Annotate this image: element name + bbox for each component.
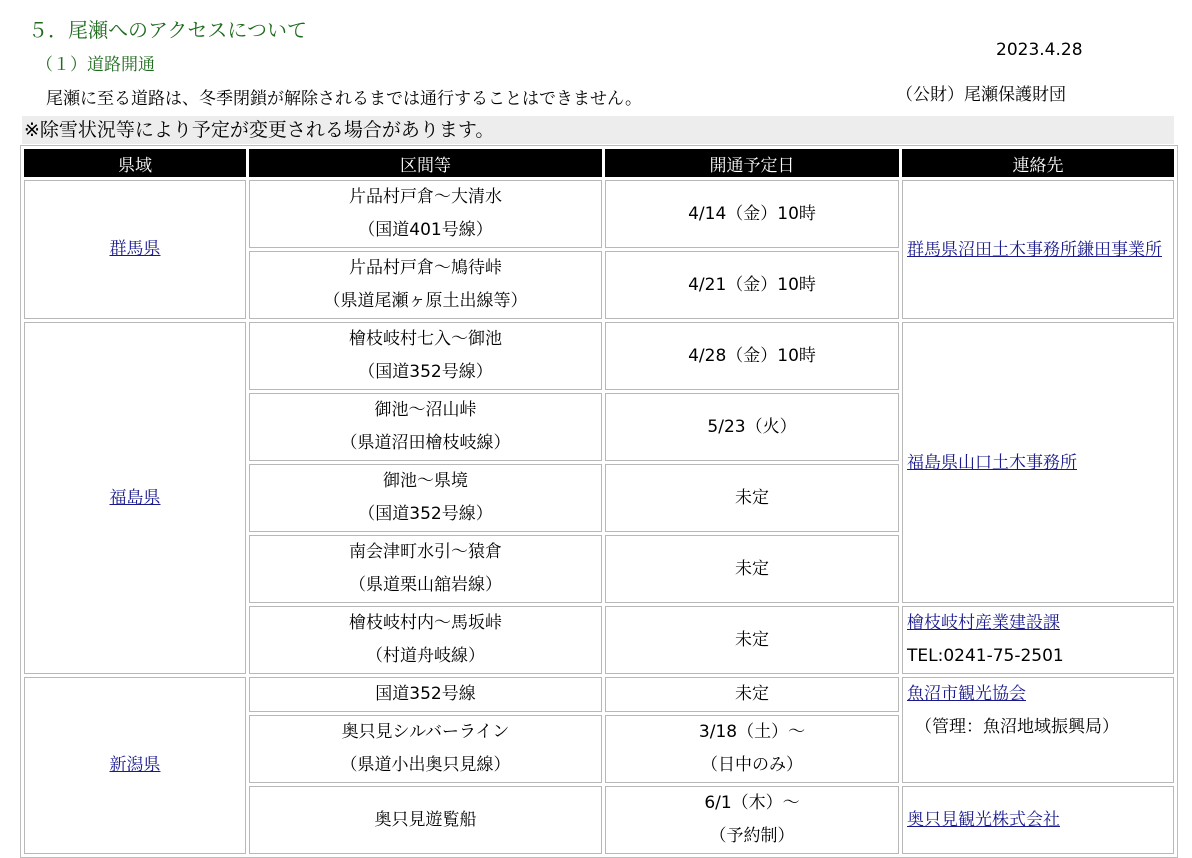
- opening-date-cell: [605, 677, 899, 712]
- contact-note: （管理：魚沼地域振興局）: [915, 717, 1119, 737]
- contact-cell-gunma: [902, 180, 1174, 319]
- road-opening-table: [20, 145, 1178, 858]
- opening-date-cell: [605, 322, 899, 390]
- section-name: 国道352号線: [375, 684, 476, 704]
- section-cell: [249, 464, 602, 532]
- document-date: 2023.4.28: [996, 40, 1083, 60]
- opening-date-cell: [605, 606, 899, 674]
- contact-link-fukushima[interactable]: 福島県山口土木事務所: [907, 452, 1077, 473]
- section-cell: [249, 322, 602, 390]
- prefecture-cell-fukushima: [24, 322, 246, 674]
- page-title: ５．尾瀬へのアクセスについて: [28, 18, 307, 42]
- section-route: （県道沼田檜枝岐線）: [340, 433, 511, 453]
- section-cell: [249, 715, 602, 783]
- header-section: 区間等: [249, 149, 602, 177]
- section-route: （村道舟岐線）: [366, 646, 485, 666]
- prefecture-link-gunma[interactable]: 群馬県: [109, 239, 161, 259]
- section-cell: [249, 677, 602, 712]
- header-contact: 連絡先: [902, 149, 1174, 177]
- opening-date: 未定: [735, 629, 769, 650]
- organization-name: （公財）尾瀬保護財団: [896, 85, 1066, 105]
- contact-link-uonuma[interactable]: 魚沼市観光協会: [907, 684, 1026, 704]
- section-cell: [249, 535, 602, 603]
- table-row: [24, 180, 1174, 248]
- section-subtitle: （１）道路開通: [36, 55, 155, 75]
- section-name: 片品村戸倉～鳩待峠: [349, 258, 502, 278]
- section-name: 南会津町水引～猿倉: [349, 542, 502, 562]
- opening-date-cell: [605, 535, 899, 603]
- section-name: 御池～沼山峠: [374, 400, 477, 420]
- section-route: （国道352号線）: [358, 362, 493, 382]
- section-route: （県道尾瀬ヶ原土出線等）: [323, 291, 528, 311]
- opening-date: 6/1（木）～: [704, 793, 800, 813]
- table-row: [24, 677, 1174, 712]
- section-name: 片品村戸倉～大清水: [349, 187, 502, 207]
- table-header-row: [24, 149, 1174, 177]
- table-row: [24, 322, 1174, 390]
- contact-cell-hinoemata: [902, 606, 1174, 674]
- opening-date-note: （日中のみ）: [701, 755, 803, 775]
- notice-banner: ※除雪状況等により予定が変更される場合があります。: [22, 116, 1174, 144]
- opening-date: 5/23（火）: [707, 416, 797, 437]
- section-name: 檜枝岐村内～馬坂峠: [349, 613, 502, 633]
- opening-date-cell: [605, 464, 899, 532]
- section-name: 奥只見シルバーライン: [341, 722, 510, 742]
- contact-link-okutadami[interactable]: 奥只見観光株式会社: [907, 810, 1060, 830]
- opening-date: 4/21（金）10時: [688, 274, 816, 295]
- section-name: 奥只見遊覧船: [374, 809, 477, 830]
- opening-date: 未定: [735, 684, 769, 704]
- section-cell: [249, 393, 602, 461]
- opening-date: 4/14（金）10時: [688, 203, 816, 224]
- prefecture-cell-gunma: [24, 180, 246, 319]
- section-cell: [249, 251, 602, 319]
- opening-date: 未定: [735, 558, 769, 579]
- opening-date: 4/28（金）10時: [688, 345, 816, 366]
- opening-date-cell: [605, 251, 899, 319]
- section-name: 御池～県境: [383, 471, 468, 491]
- prefecture-cell-niigata: [24, 677, 246, 854]
- section-name: 檜枝岐村七入～御池: [349, 329, 502, 349]
- section-cell: [249, 606, 602, 674]
- opening-date-cell: [605, 393, 899, 461]
- contact-tel: TEL:0241-75-2501: [907, 646, 1064, 666]
- prefecture-link-niigata[interactable]: 新潟県: [109, 755, 161, 775]
- opening-date-cell: [605, 180, 899, 248]
- contact-cell-fukushima: [902, 322, 1174, 603]
- section-cell: [249, 180, 602, 248]
- header-opening-date: 開通予定日: [605, 149, 899, 177]
- section-route: （国道401号線）: [358, 220, 493, 240]
- contact-cell-uonuma: [902, 677, 1174, 783]
- opening-date: 未定: [735, 487, 769, 508]
- opening-date-cell: [605, 715, 899, 783]
- section-route: （国道352号線）: [358, 504, 493, 524]
- section-route: （県道栗山舘岩線）: [349, 575, 502, 595]
- section-route: （県道小出奥只見線）: [340, 755, 511, 775]
- header-prefecture: 県域: [24, 149, 246, 177]
- contact-link-hinoemata[interactable]: 檜枝岐村産業建設課: [907, 613, 1060, 633]
- opening-date: 3/18（土）～: [698, 722, 806, 742]
- opening-date-note: （予約制）: [709, 826, 795, 846]
- prefecture-link-fukushima[interactable]: 福島県: [109, 487, 161, 508]
- intro-text: 尾瀬に至る道路は、冬季閉鎖が解除されるまでは通行することはできません。: [46, 89, 643, 109]
- contact-link-gunma[interactable]: 群馬県沼田土木事務所鎌田事業所: [907, 239, 1162, 260]
